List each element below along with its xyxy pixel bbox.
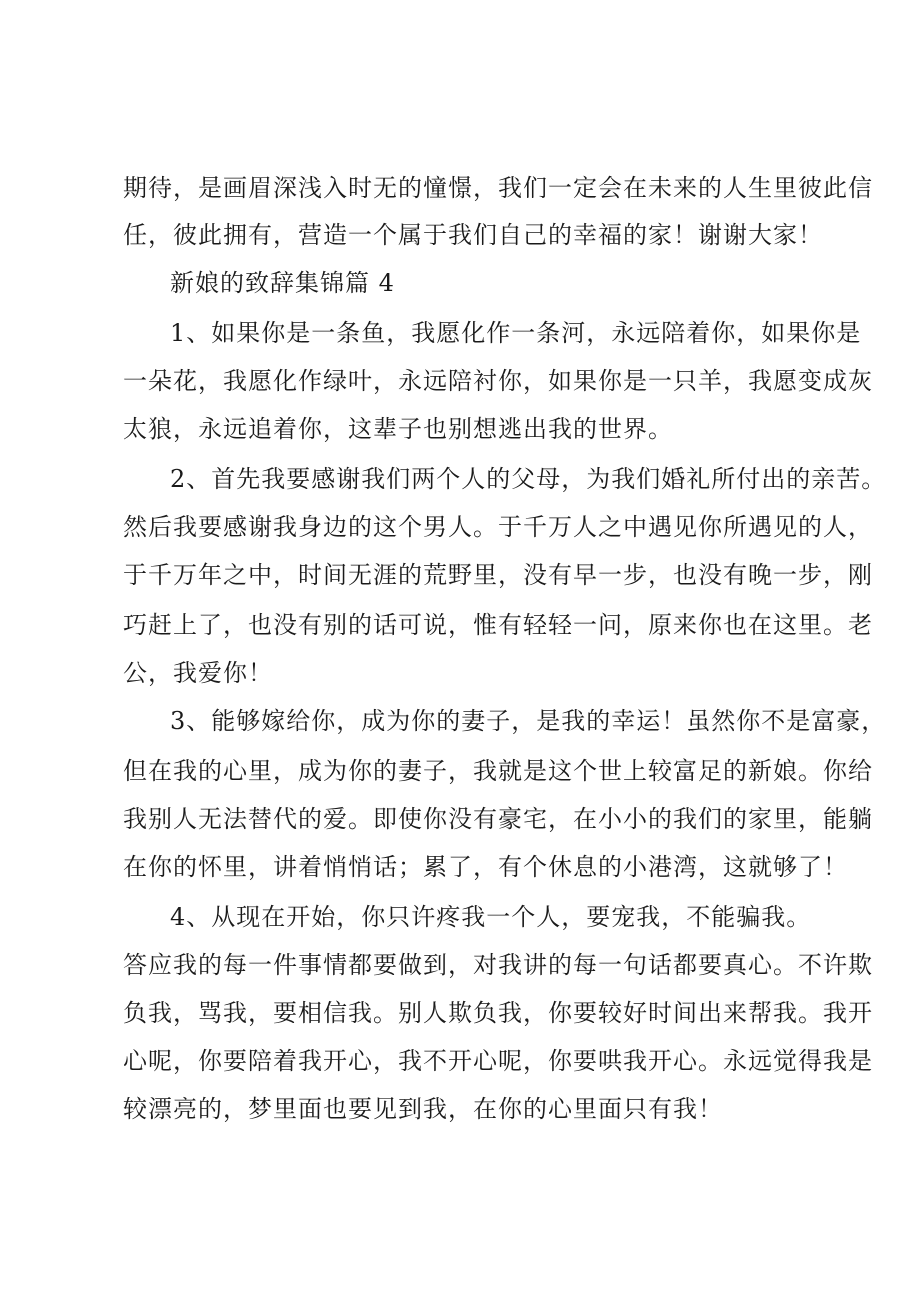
text-line-11: 公，我爱你！ (123, 659, 273, 687)
text-line-5: 一朵花，我愿化作绿叶，永远陪衬你，如果你是一只羊，我愿变成灰 (123, 367, 873, 395)
text-line-18: 负我，骂我，要相信我。别人欺负我，你要较好时间出来帮我。我开 (123, 999, 873, 1027)
section-heading: 新娘的致辞集锦篇 4 (170, 269, 395, 297)
text-line-12: 3、能够嫁给你，成为你的妻子，是我的幸运！虽然你不是富豪， (170, 707, 887, 735)
text-line-14: 我别人无法替代的爱。即使你没有豪宅，在小小的我们的家里，能躺 (123, 805, 873, 833)
text-line-2: 任，彼此拥有，营造一个属于我们自己的幸福的家！谢谢大家！ (123, 221, 823, 249)
text-line-4: 1、如果你是一条鱼，我愿化作一条河，永远陪着你，如果你是 (170, 319, 862, 347)
text-line-19: 心呢，你要陪着我开心，我不开心呢，你要哄我开心。永远觉得我是 (123, 1047, 873, 1075)
text-line-1: 期待，是画眉深浅入时无的憧憬，我们一定会在未来的人生里彼此信 (123, 174, 873, 202)
text-line-17: 答应我的每一件事情都要做到，对我讲的每一句话都要真心。不许欺 (123, 951, 873, 979)
text-line-9: 于千万年之中，时间无涯的荒野里，没有早一步，也没有晚一步，刚 (123, 561, 873, 589)
text-line-7: 2、首先我要感谢我们两个人的父母，为我们婚礼所付出的亲苦。 (170, 465, 887, 493)
text-line-16: 4、从现在开始，你只许疼我一个人，要宠我，不能骗我。 (170, 903, 812, 931)
text-line-6: 太狼，永远追着你，这辈子也别想逃出我的世界。 (123, 415, 673, 443)
text-line-10: 巧赶上了，也没有别的话可说，惟有轻轻一问，原来你也在这里。老 (123, 611, 873, 639)
text-line-20: 较漂亮的，梦里面也要见到我，在你的心里面只有我！ (123, 1095, 723, 1123)
text-line-13: 但在我的心里，成为你的妻子，我就是这个世上较富足的新娘。你给 (123, 757, 873, 785)
text-line-8: 然后我要感谢我身边的这个男人。于千万人之中遇见你所遇见的人， (123, 513, 873, 541)
text-line-15: 在你的怀里，讲着悄悄话；累了，有个休息的小港湾，这就够了！ (123, 853, 848, 881)
